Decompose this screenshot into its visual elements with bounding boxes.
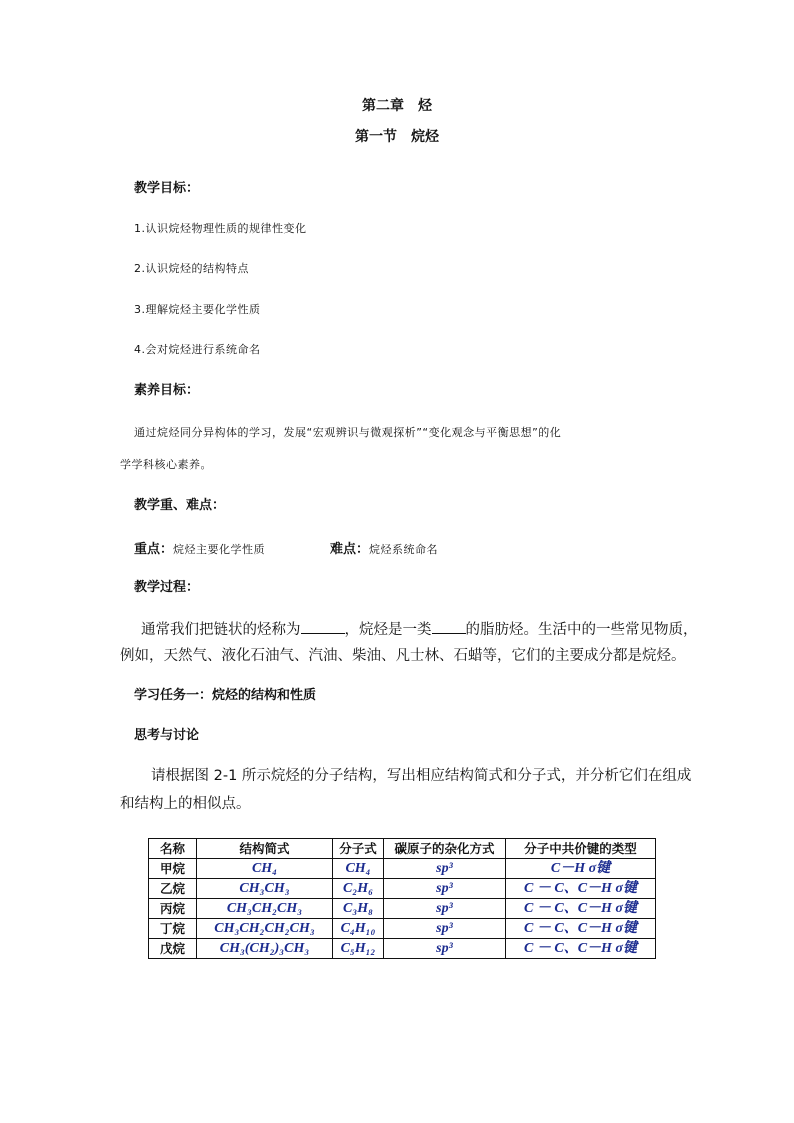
teaching-goal-item: 3.理解烷烃主要化学性质 <box>134 303 261 316</box>
header-formula: 分子式 <box>333 839 384 859</box>
teaching-goal-item: 1.认识烷烃物理性质的规律性变化 <box>134 222 307 235</box>
section-title: 第一节 烷烃 <box>355 129 439 145</box>
cell-hybridization: sp³ <box>384 899 506 919</box>
cell-formula: C₄H₁₀ <box>333 919 384 939</box>
alkane-table <box>148 838 656 959</box>
difficult-point-row <box>330 540 438 556</box>
cell-structure: CH₃CH₂CH₃ <box>197 899 333 919</box>
key-points-heading: 教学重、难点： <box>134 498 226 513</box>
task1-heading: 学习任务一：烷烃的结构和性质 <box>134 688 317 703</box>
table-row <box>149 879 656 899</box>
header-bond-type: 分子中共价键的类型 <box>506 839 656 859</box>
literacy-goals-line2: 学学科核心素养。 <box>120 458 212 471</box>
cell-formula: C₃H₈ <box>333 899 384 919</box>
teaching-goal-item: 2.认识烷烃的结构特点 <box>134 262 249 275</box>
cell-hybridization: sp³ <box>384 939 506 959</box>
cell-structure: CH₄ <box>197 859 333 879</box>
cell-name: 丁烷 <box>149 919 197 939</box>
table-row <box>149 899 656 919</box>
process-paragraph-line2: 例如，天然气、液化石油气、汽油、柴油、凡士林、石蜡等，它们的主要成分都是烷烃。 <box>120 648 686 664</box>
cell-bond-type: C － C、C－H σ键 <box>506 919 656 939</box>
header-hybridization: 碳原子的杂化方式 <box>384 839 506 859</box>
key-label: 重点： <box>134 542 174 557</box>
cell-structure: CH₃CH₃ <box>197 879 333 899</box>
cell-formula: C₅H₁₂ <box>333 939 384 959</box>
chapter-title: 第二章 烃 <box>362 98 432 114</box>
literacy-goals-heading: 素养目标： <box>134 383 200 398</box>
cell-name: 戊烷 <box>149 939 197 959</box>
cell-bond-type: C－H σ键 <box>506 859 656 879</box>
process-heading: 教学过程： <box>134 580 200 595</box>
header-structure: 结构简式 <box>197 839 333 859</box>
cell-name: 甲烷 <box>149 859 197 879</box>
table-row <box>149 859 656 879</box>
process-text-b: ，烷烃是一类 <box>344 622 432 638</box>
table-header-row <box>149 839 656 859</box>
key-text: 烷烃主要化学性质 <box>173 543 266 556</box>
cell-name: 乙烷 <box>149 879 197 899</box>
cell-bond-type: C － C、C－H σ键 <box>506 879 656 899</box>
difficult-label: 难点： <box>330 542 370 557</box>
fill-blank-2[interactable] <box>432 621 466 634</box>
discussion-heading: 思考与讨论 <box>134 728 200 743</box>
cell-structure: CH₃CH₂CH₂CH₃ <box>197 919 333 939</box>
cell-structure: CH₃(CH₂)₃CH₃ <box>197 939 333 959</box>
discussion-line2: 和结构上的相似点。 <box>120 796 251 812</box>
header-name: 名称 <box>149 839 197 859</box>
teaching-goals-heading: 教学目标： <box>134 181 200 196</box>
cell-bond-type: C － C、C－H σ键 <box>506 939 656 959</box>
cell-hybridization: sp³ <box>384 859 506 879</box>
literacy-goals-line1: 通过烷烃同分异构体的学习，发展“宏观辨识与微观探析”“变化观念与平衡思想”的化 <box>134 426 562 439</box>
process-text-c: 的脂肪烃。生活中的一些常见物质， <box>465 622 698 638</box>
cell-formula: C₂H₆ <box>333 879 384 899</box>
cell-name: 丙烷 <box>149 899 197 919</box>
process-text-a: 通常我们把链状的烃称为 <box>141 622 301 638</box>
difficult-text: 烷烃系统命名 <box>369 543 439 556</box>
cell-hybridization: sp³ <box>384 879 506 899</box>
table-row <box>149 939 656 959</box>
key-point-row <box>134 540 265 556</box>
cell-hybridization: sp³ <box>384 919 506 939</box>
process-paragraph-line1 <box>141 621 698 638</box>
teaching-goal-item: 4.会对烷烃进行系统命名 <box>134 343 261 356</box>
discussion-line1: 请根据图 2-1 所示烷烃的分子结构，写出相应结构简式和分子式，并分析它们在组成 <box>151 768 692 784</box>
cell-formula: CH₄ <box>333 859 384 879</box>
table-row <box>149 919 656 939</box>
cell-bond-type: C － C、C－H σ键 <box>506 899 656 919</box>
fill-blank-1[interactable] <box>301 621 345 634</box>
